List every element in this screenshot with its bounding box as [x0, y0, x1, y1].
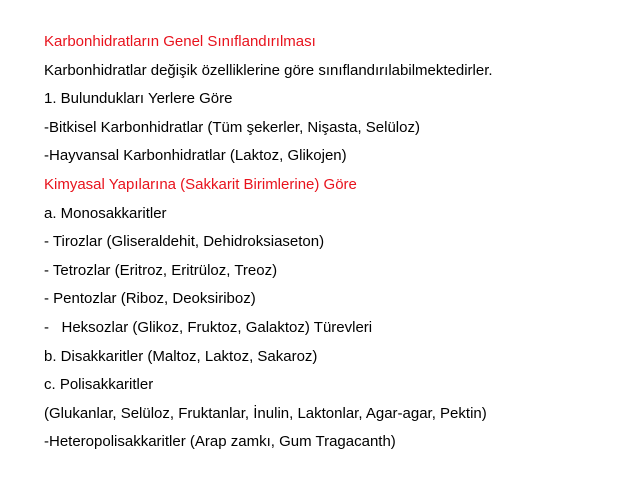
list-item-polysaccharide-examples: (Glukanlar, Selüloz, Fruktanlar, İnulin, Laktonlar, Agar-agar, Pektin) [44, 404, 487, 422]
list-item-plant-carbohydrates: -Bitkisel Karbonhidratlar (Tüm şekerler, Nişasta, Selüloz) [44, 118, 420, 136]
section-heading-location: 1. Bulundukları Yerlere Göre [44, 90, 233, 108]
subheading-polysaccharides: c. Polisakkaritler [44, 376, 154, 394]
list-item-tetroses: - Tetrozlar (Eritroz, Eritrüloz, Treoz) [44, 261, 278, 279]
subheading-monosaccharides: a. Monosakkaritler [44, 204, 167, 222]
list-item-pentoses: - Pentozlar (Riboz, Deoksiriboz) [44, 290, 256, 308]
list-item-trioses: - Tirozlar (Gliseraldehit, Dehidroksiaseton) [44, 233, 325, 251]
list-item-heteropolysaccharides: -Heteropolisakkaritler (Arap zamkı, Gum Tragacanth) [44, 433, 396, 451]
intro-sentence: Karbonhidratlar değişik özelliklerine göre sınıflandırılabilmektedirler. [44, 61, 493, 79]
subheading-disaccharides: b. Disakkaritler (Maltoz, Laktoz, Sakaroz) [44, 347, 318, 365]
list-item-hexoses: - Heksozlar (Glikoz, Fruktoz, Galaktoz) Türevleri [44, 318, 373, 336]
slide-content [44, 28, 624, 457]
list-item-animal-carbohydrates: -Hayvansal Karbonhidratlar (Laktoz, Glikojen) [44, 147, 347, 165]
section-heading-chemical-structure: Kimyasal Yapılarına (Sakkarit Birimlerine) Göre [44, 175, 357, 193]
slide-title: Karbonhidratların Genel Sınıflandırılması [44, 33, 316, 50]
